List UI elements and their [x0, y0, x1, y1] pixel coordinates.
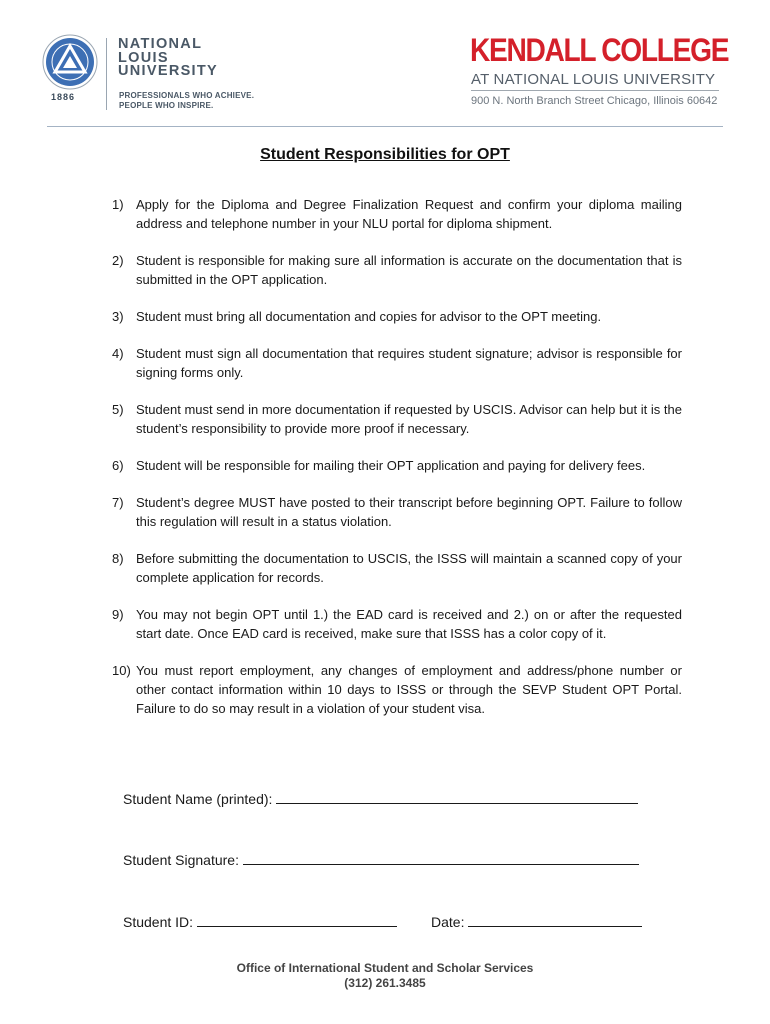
item-number: 6) — [112, 458, 124, 473]
letterhead — [0, 0, 770, 130]
office-phone: (312) 261.3485 — [344, 976, 426, 990]
list-item — [112, 549, 682, 587]
item-number: 8) — [112, 551, 124, 566]
item-number: 10) — [112, 663, 131, 678]
student-name-field[interactable] — [276, 789, 638, 804]
responsibility-list — [112, 195, 682, 736]
date-label: Date: — [431, 914, 465, 930]
header-divider — [47, 126, 723, 127]
list-item — [112, 195, 682, 233]
list-item — [112, 344, 682, 382]
nlu-wordmark — [118, 38, 218, 79]
date-field[interactable] — [468, 912, 642, 927]
item-text: Student will be responsible for mailing their OPT application and paying for delivery fees. — [136, 458, 646, 473]
item-text: You may not begin OPT until 1.) the EAD card is received and 2.) on or after the requested start date. Once EAD card is received, make sure that ISSS has a color copy of it. — [136, 607, 682, 641]
item-number: 9) — [112, 607, 124, 622]
student-id-field[interactable] — [197, 912, 397, 927]
nlu-seal-logo — [42, 34, 98, 90]
item-number: 4) — [112, 346, 124, 361]
nlu-tagline — [119, 91, 254, 111]
kendall-college-wordmark: KENDALL COLLEGE — [470, 32, 729, 68]
item-number: 1) — [112, 197, 124, 212]
item-number: 3) — [112, 309, 124, 324]
list-item — [112, 307, 682, 326]
student-id-label: Student ID: — [123, 914, 194, 930]
student-signature-field[interactable] — [243, 850, 639, 865]
item-text: Student must bring all documentation and copies for advisor to the OPT meeting. — [136, 309, 602, 324]
nlu-name-line: UNIVERSITY — [118, 63, 219, 79]
item-text: Apply for the Diploma and Degree Finalization Request and confirm your diploma mailing address and telephone number in your NLU portal for diploma shipment. — [136, 197, 682, 231]
list-item — [112, 493, 682, 531]
list-item — [112, 605, 682, 643]
nlu-tagline-line: PEOPLE WHO INSPIRE. — [119, 101, 214, 110]
student-name-label: Student Name (printed): — [123, 791, 273, 807]
nlu-name-line: LOUIS — [118, 49, 169, 66]
item-text: Student’s degree MUST have posted to their transcript before beginning OPT. Failure to follow this regulation will result in a status violation. — [136, 495, 682, 529]
kendall-subtitle: AT NATIONAL LOUIS UNIVERSITY — [471, 71, 716, 88]
kendall-address: 900 N. North Branch Street Chicago, Illinois 60642 — [471, 95, 718, 107]
student-id-row — [123, 912, 397, 930]
item-number: 2) — [112, 253, 124, 268]
list-item — [112, 661, 682, 718]
footer — [0, 961, 770, 991]
list-item — [112, 251, 682, 289]
nlu-name-line: NATIONAL — [118, 36, 203, 52]
list-item — [112, 400, 682, 438]
date-row — [431, 912, 642, 930]
nlu-founding-year: 1886 — [51, 92, 76, 102]
item-text: You must report employment, any changes of employment and address/phone number or other contact information within 10 days to ISSS or through the SEVP Student OPT Portal. Failure to do so may result in a violation of your student visa. — [136, 663, 682, 716]
student-signature-label: Student Signature: — [123, 852, 239, 868]
item-number: 5) — [112, 402, 124, 417]
logo-divider — [106, 38, 107, 110]
item-number: 7) — [112, 495, 124, 510]
item-text: Student must sign all documentation that requires student signature; advisor is responsible for signing forms only. — [136, 346, 682, 380]
list-item — [112, 456, 682, 475]
office-name: Office of International Student and Scholar Services — [236, 961, 534, 975]
item-text: Student is responsible for making sure all information is accurate on the documentation that is submitted in the OPT application. — [136, 253, 682, 287]
document-title: Student Responsibilities for OPT — [260, 146, 510, 163]
student-signature-row — [123, 850, 639, 868]
item-text: Before submitting the documentation to USCIS, the ISSS will maintain a scanned copy of your complete application for records. — [136, 551, 682, 585]
nlu-tagline-line: PROFESSIONALS WHO ACHIEVE. — [119, 91, 255, 100]
student-name-row — [123, 789, 638, 807]
item-text: Student must send in more documentation if requested by USCIS. Advisor can help but it is the student’s responsibility to provide more proof if necessary. — [136, 402, 682, 436]
kendall-rule — [471, 90, 719, 91]
